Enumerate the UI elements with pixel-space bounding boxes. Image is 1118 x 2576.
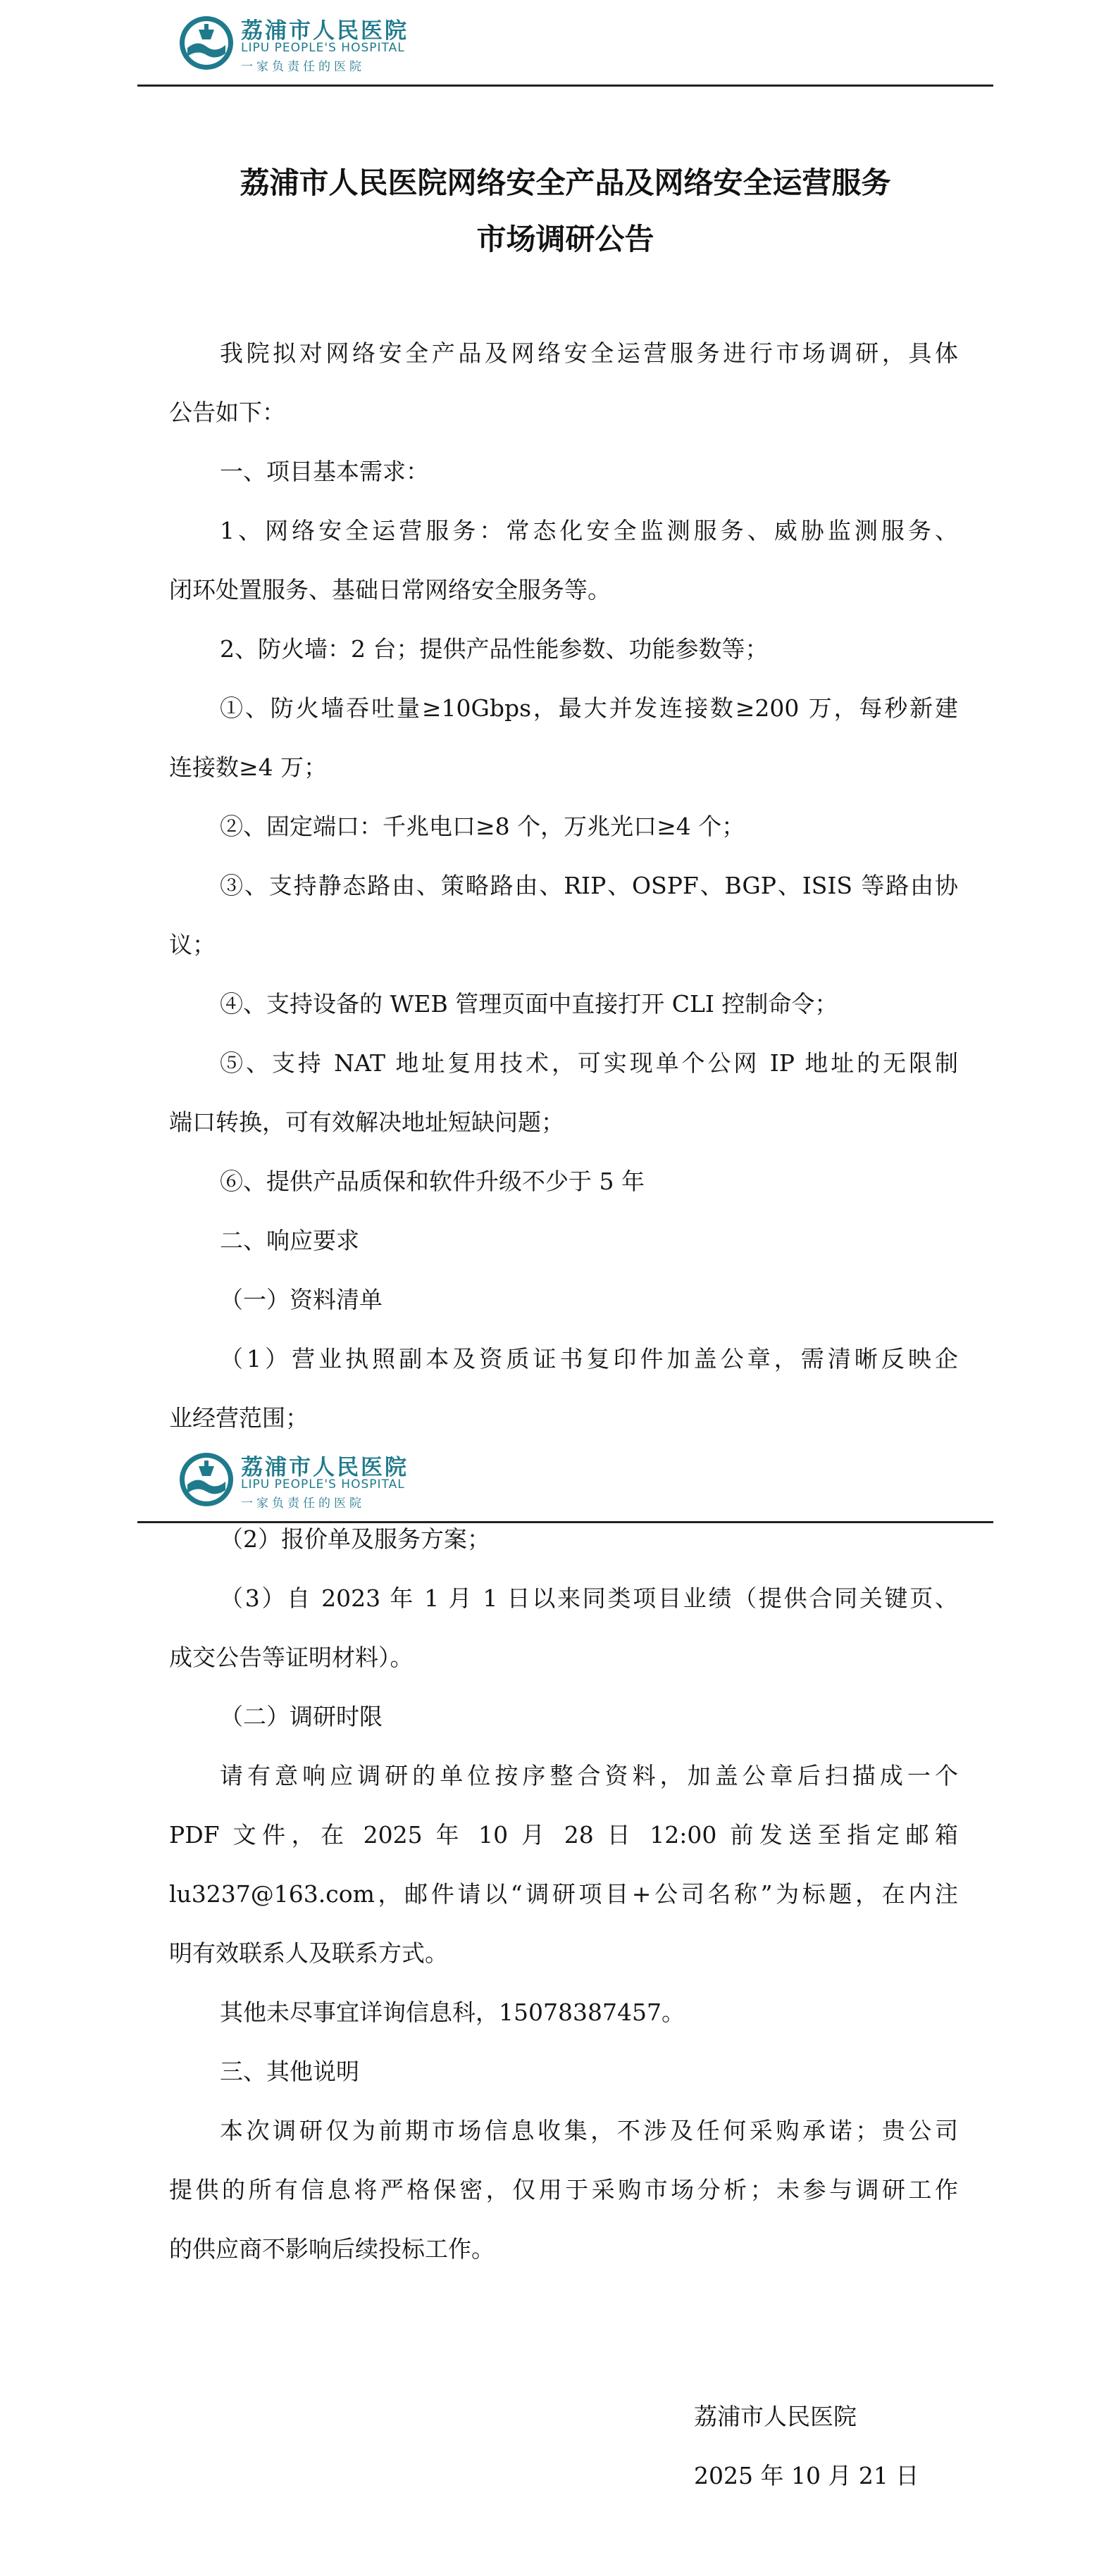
hospital-name-en: LIPU PEOPLE'S HOSPITAL: [241, 1477, 405, 1492]
param-1-line-2: 连接数≥4 万；: [169, 754, 328, 781]
signature-date: 2025 年 10 月 21 日: [694, 2462, 919, 2489]
hospital-name-cn: 荔浦市人民医院: [241, 1455, 409, 1480]
material-1-line-1: （1）营业执照副本及资质证书复印件加盖公章，需清晰反映企: [220, 1345, 958, 1373]
other-line-3: 的供应商不影响后续投标工作。: [169, 2235, 495, 2263]
intro-line-1: 我院拟对网络安全产品及网络安全运营服务进行市场调研，具体: [220, 339, 958, 367]
section-3-heading: 三、其他说明: [220, 2058, 359, 2085]
param-1-line-1: ①、防火墙吞吐量≥10Gbps，最大并发连接数≥200 万，每秒新建: [220, 694, 958, 722]
signature-org: 荔浦市人民医院: [694, 2403, 857, 2430]
material-3-line-1: （3）自 2023 年 1 月 1 日以来同类项目业绩（提供合同关键页、: [220, 1584, 958, 1612]
material-1-line-2: 业经营范围；: [169, 1404, 309, 1432]
section-1-heading: 一、项目基本需求：: [220, 458, 429, 485]
notice-title-line-2: 市场调研公告: [476, 222, 654, 256]
item-2: 2、防火墙：2 台；提供产品性能参数、功能参数等；: [220, 635, 769, 663]
param-2: ②、固定端口：千兆电口≥8 个，万兆光口≥4 个；: [220, 813, 745, 840]
header-divider: [137, 1521, 993, 1523]
hospital-emblem-icon: [178, 14, 235, 72]
material-2: （2）报价单及服务方案；: [220, 1525, 490, 1553]
param-3-line-1: ③、支持静态路由、策略路由、RIP、OSPF、BGP、ISIS 等路由协: [220, 872, 958, 899]
param-5-line-1: ⑤、支持 NAT 地址复用技术，可实现单个公网 IP 地址的无限制: [220, 1049, 958, 1077]
page-header-1: [0, 0, 1118, 88]
hospital-name-en: LIPU PEOPLE'S HOSPITAL: [241, 41, 405, 55]
hospital-emblem-icon: [178, 1451, 235, 1508]
deadline-line-3: lu3237@163.com，邮件请以“调研项目+公司名称”为标题，在内注: [169, 1880, 958, 1908]
hospital-name-cn: 荔浦市人民医院: [241, 18, 409, 44]
header-divider: [137, 85, 993, 87]
material-3-line-2: 成交公告等证明材料）。: [169, 1644, 414, 1671]
intro-line-2: 公告如下：: [169, 399, 285, 426]
other-line-2: 提供的所有信息将严格保密，仅用于采购市场分析；未参与调研工作: [169, 2176, 958, 2203]
item-1-line-1: 1、网络安全运营服务：常态化安全监测服务、威胁监测服务、: [220, 517, 958, 544]
deadline-line-1: 请有意响应调研的单位按序整合资料，加盖公章后扫描成一个: [220, 1762, 958, 1789]
page-header-2: [0, 1437, 1118, 1525]
deadline-line-2: PDF 文件，在 2025 年 10 月 28 日 12:00 前发送至指定邮箱: [169, 1821, 958, 1849]
hospital-slogan: 一家负责任的医院: [241, 1496, 365, 1511]
notice-title-line-1: 荔浦市人民医院网络安全产品及网络安全运营服务: [240, 165, 891, 200]
param-4: ④、支持设备的 WEB 管理页面中直接打开 CLI 控制命令；: [220, 990, 838, 1018]
item-1-line-2: 闭环处置服务、基础日常网络安全服务等。: [169, 576, 611, 604]
section-2-heading: 二、响应要求: [220, 1227, 359, 1254]
contact-line: 其他未尽事宜详询信息科，15078387457。: [220, 1999, 685, 2026]
subsection-1-heading: （一）资料清单: [220, 1286, 383, 1313]
other-line-1: 本次调研仅为前期市场信息收集，不涉及任何采购承诺；贵公司: [220, 2117, 958, 2144]
param-3-line-2: 议；: [169, 931, 216, 958]
param-6: ⑥、提供产品质保和软件升级不少于 5 年: [220, 1168, 645, 1195]
param-5-line-2: 端口转换，可有效解决地址短缺问题；: [169, 1108, 564, 1136]
subsection-2-heading: （二）调研时限: [220, 1703, 383, 1730]
hospital-slogan: 一家负责任的医院: [241, 60, 365, 74]
deadline-line-4: 明有效联系人及联系方式。: [169, 1939, 448, 1967]
